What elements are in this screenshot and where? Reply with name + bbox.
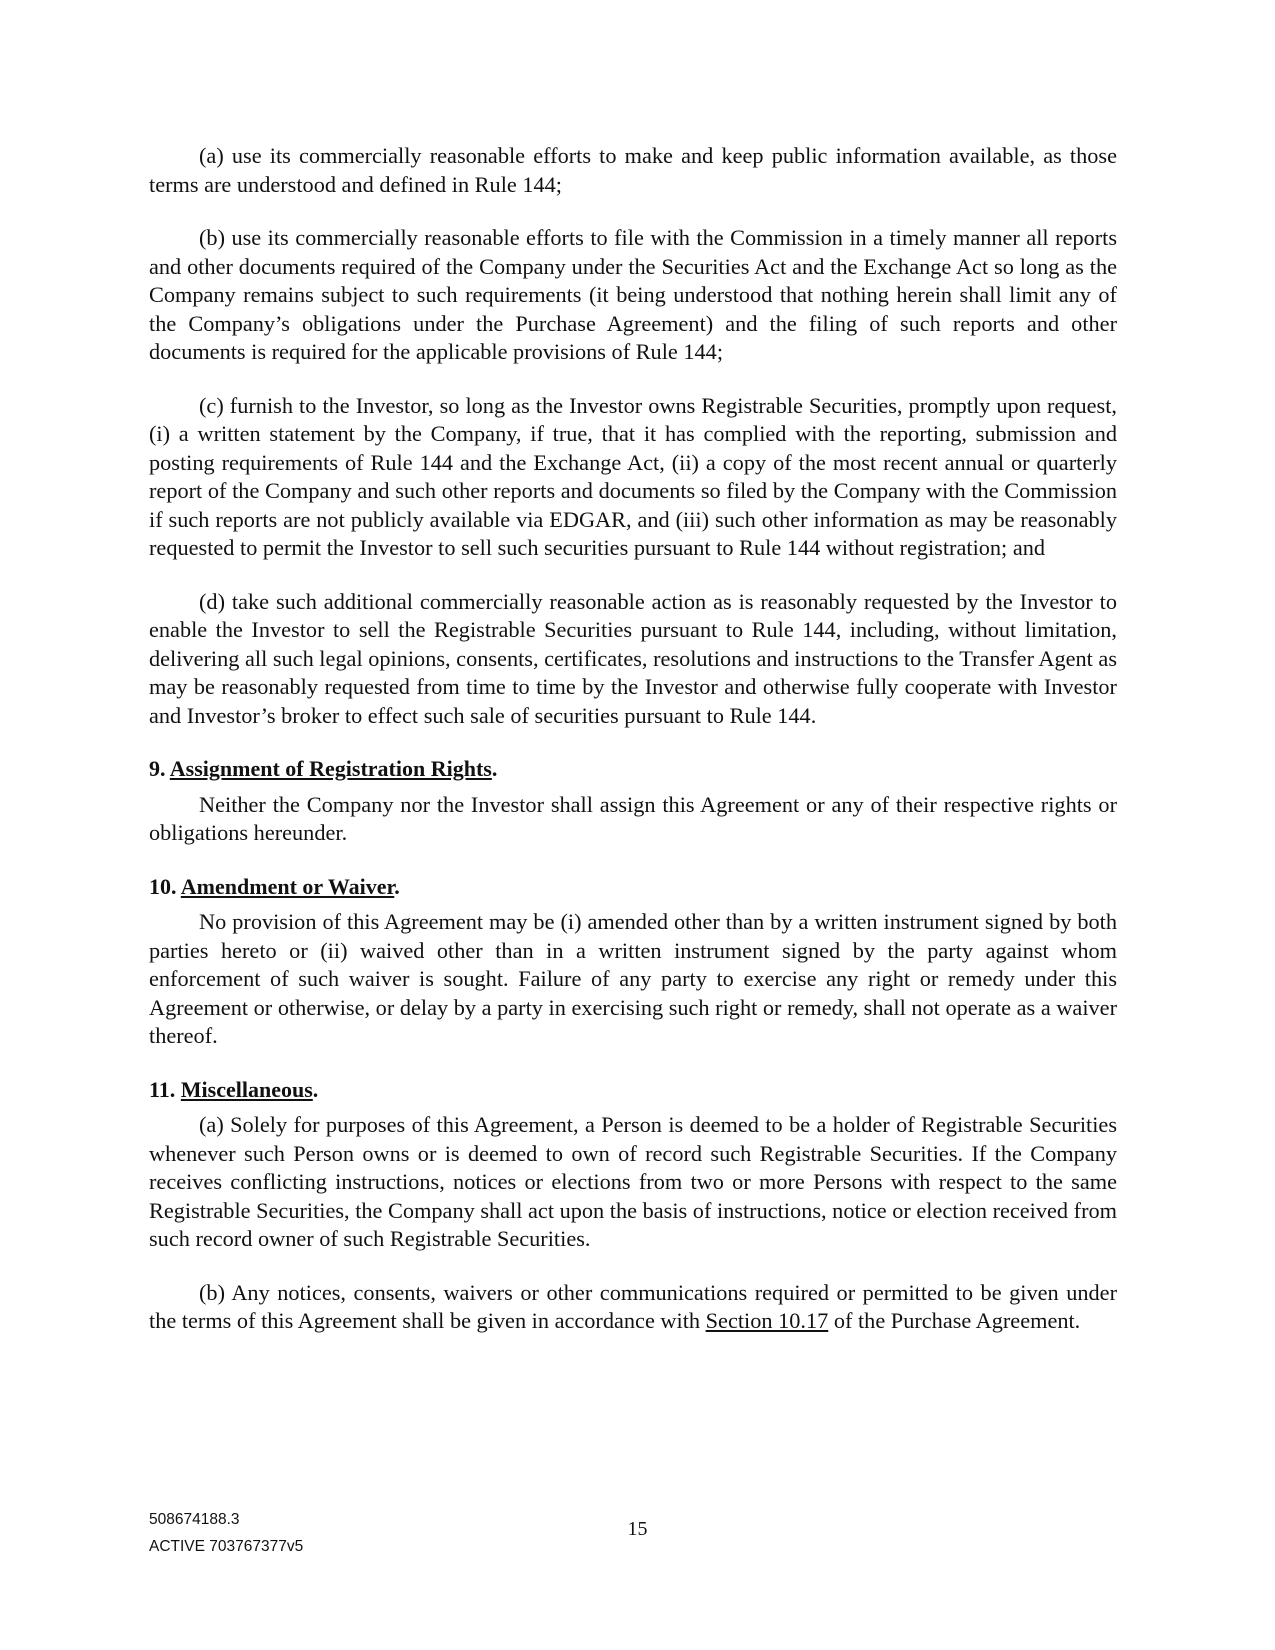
section-9-title: Assignment of Registration Rights <box>169 756 492 781</box>
section-11-title: Miscellaneous <box>180 1076 313 1102</box>
document-page <box>149 142 1117 1336</box>
section-9-number: 9. <box>149 756 166 781</box>
section-10-number: 10. <box>149 873 177 899</box>
section-11-b-text-after: of the Purchase Agreement. <box>828 1308 1081 1333</box>
paragraph-c-furnish-information: (c) furnish to the Investor, so long as the Investor owns Registrable Securities, promptly upon request, (i) a written statement by the Company, if true, that it has complied with the reporting, submission and posting requirements of Rule 144 and the Exchange Act, (ii) a copy of the most recent annual or quarterly report of the Company and such other reports and documents so filed by the Company with the Commission if such reports are not publicly available via EDGAR, and (iii) such other information as may be reasonably requested to permit the Investor to sell such securities pursuant to Rule 144 without registration; and <box>149 392 1117 560</box>
section-10-body: No provision of this Agreement may be (i) amended other than by a written instrument signed by both parties hereto or (ii) waived other than in a written instrument signed by the party against whom enforcement of such waiver is sought. Failure of any party to exercise any right or remedy under this Agreement or otherwise, or delay by a party in exercising such right or remedy, shall not operate as a waiver thereof. <box>149 909 1117 1048</box>
paragraph-a-public-information: (a) use its commercially reasonable efforts to make and keep public information available, as those terms are understood and defined in Rule 144; <box>149 143 1117 197</box>
footer-document-number: 508674188.3 <box>149 1511 240 1528</box>
section-11-period: . <box>312 1076 319 1102</box>
paragraph-d-additional-action: (d) take such additional commercially reasonable action as is reasonably requested by the Investor to enable the Investor to sell the Registrable Securities pursuant to Rule 144, including, without limitation, delivering all such legal opinions, consents, certificates, resolutions and instructions to the Transfer Agent as may be reasonably requested from time to time by the Investor and otherwise fully cooperate with Investor and Investor’s broker to effect such sale of securities pursuant to Rule 144. <box>149 588 1117 728</box>
section-10-17-reference: Section 10.17 <box>705 1308 829 1333</box>
section-9-period: . <box>491 756 498 781</box>
section-11-paragraph-b <box>149 1279 1117 1336</box>
footer-active-id: ACTIVE 703767377v5 <box>149 1538 304 1555</box>
section-10-heading <box>149 873 1117 902</box>
section-9-heading <box>149 755 1117 784</box>
section-11-paragraph-a: (a) Solely for purposes of this Agreement, a Person is deemed to be a holder of Registrable Securities whenever such Person owns or is deemed to own of record such Registrable Securities. If the Company receives conflicting instructions, notices or elections from two or more Persons with respect to the same Registrable Securities, the Company shall act upon the basis of instructions, notice or election received from such record owner of such Registrable Securities. <box>149 1112 1117 1251</box>
section-11-b-text-before: (b) Any notices, consents, waivers or other communications required or permitted to be given under the terms of this Agreement shall be given in accordance with <box>149 1279 1117 1333</box>
section-11-number: 11. <box>149 1076 176 1102</box>
section-9-body: Neither the Company nor the Investor shall assign this Agreement or any of their respective rights or obligations hereunder. <box>149 791 1117 845</box>
section-11-heading <box>149 1076 1117 1105</box>
section-10-period: . <box>394 873 400 899</box>
paragraph-b-file-reports: (b) use its commercially reasonable efforts to file with the Commission in a timely manner all reports and other documents required of the Company under the Securities Act and the Exchange Act so long as the Company remains subject to such requirements (it being understood that nothing herein shall limit any of the Company’s obligations under the Purchase Agreement) and the filing of such reports and other documents is required for the applicable provisions of Rule 144; <box>149 225 1117 364</box>
page-number: 15 <box>627 1518 648 1540</box>
section-10-title: Amendment or Waiver <box>180 873 395 899</box>
